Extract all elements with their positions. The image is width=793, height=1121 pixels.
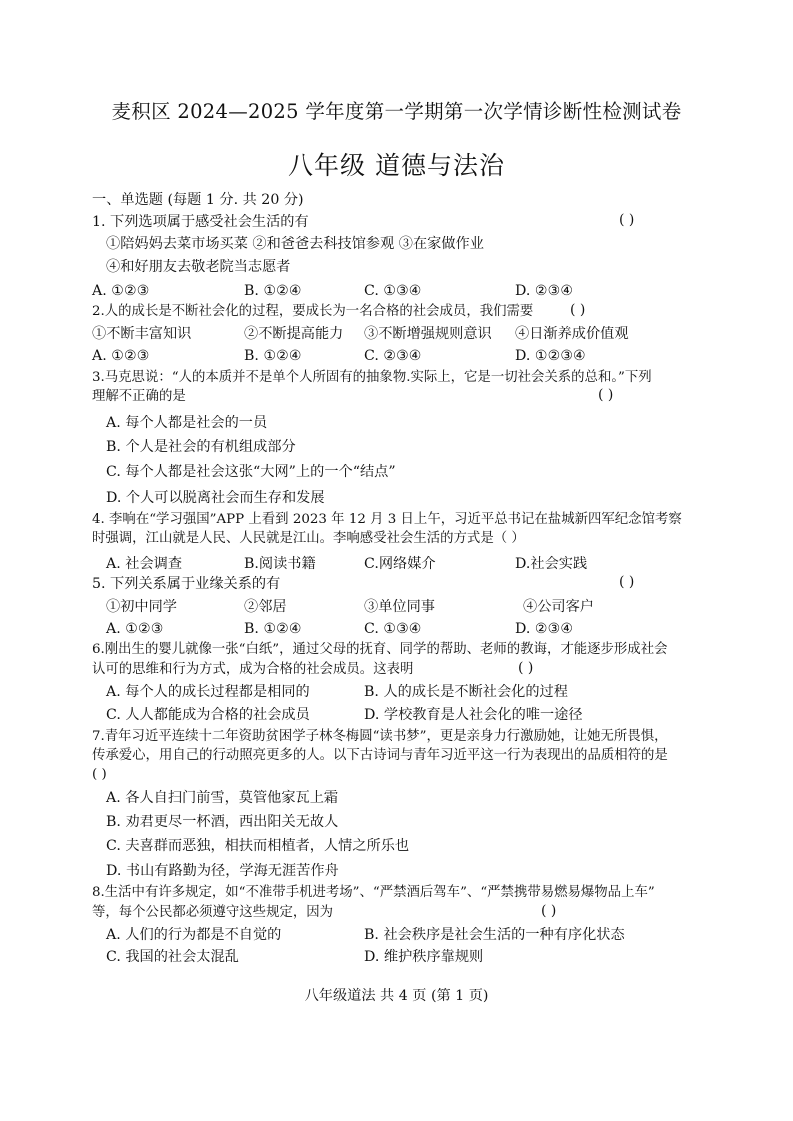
q2-option-c: C. ②③④ xyxy=(364,348,422,364)
q6-option-c: C. 人人都能成为合格的社会成员 xyxy=(106,707,310,723)
q3-stem-line2: 理解不正确的是 xyxy=(92,389,186,404)
q1-answer-paren: ( ) xyxy=(619,212,635,228)
q8-stem-line1: 8.生活中有许多规定，如“不准带手机进考场”、“严禁酒后驾车”、“严禁携带易燃易爆物品上车” xyxy=(92,885,655,900)
q5-option-b: B. ①②④ xyxy=(244,621,302,637)
q7-option-d: D. 书山有路勤为径，学海无涯苦作舟 xyxy=(106,863,339,879)
q6-option-b: B. 人的成长是不断社会化的过程 xyxy=(364,684,568,700)
q7-option-c: C. 夫喜群而恶独，相扶而相植者，人情之所乐也 xyxy=(106,838,410,854)
q3-stem-line1: 3.马克思说：“人的本质并不是单个人所固有的抽象物.实际上，它是一切社会关系的总和。”下列 xyxy=(92,370,652,385)
q8-option-b: B. 社会秩序是社会生活的一种有序化状态 xyxy=(364,927,625,943)
q5-stem: 5. 下列关系属于业缘关系的有 xyxy=(92,576,281,592)
q5-item-4: ④公司客户 xyxy=(523,599,594,615)
q1-option-d: D. ②③④ xyxy=(515,283,574,299)
q6-option-d: D. 学校教育是人社会化的唯一途径 xyxy=(364,707,583,723)
q6-stem-line1: 6.刚出生的婴儿就像一张“白纸”，通过父母的抚育、同学的帮助、老师的教诲，才能逐步形成社会 xyxy=(92,642,668,657)
q1-option-b: B. ①②④ xyxy=(244,283,302,299)
section-heading: 一、单选题 (每题 1 分. 共 20 分) xyxy=(92,192,304,208)
q1-items-line1: ①陪妈妈去菜市场买菜 ②和爸爸去科技馆参观 ③在家做作业 xyxy=(106,236,484,252)
q2-stem: 2.人的成长是不断社会化的过程，要成长为一名合格的社会成员，我们需要 xyxy=(92,304,534,319)
q7-answer-paren: ( ) xyxy=(92,767,107,782)
q2-item-1: ①不断丰富知识 xyxy=(92,326,192,342)
exam-subtitle: 八年级 道德与法治 xyxy=(288,151,505,180)
q5-option-d: D. ②③④ xyxy=(515,621,574,637)
q4-option-b: B.阅读书籍 xyxy=(244,556,316,572)
q1-stem: 1. 下列选项属于感受社会生活的有 xyxy=(92,214,309,230)
q3-answer-paren: ( ) xyxy=(598,387,614,403)
q5-item-3: ③单位同事 xyxy=(364,599,435,615)
q5-item-2: ②邻居 xyxy=(244,599,287,615)
q2-item-4: ④日渐养成价值观 xyxy=(515,326,629,342)
q2-item-3: ③不断增强规则意识 xyxy=(364,326,492,342)
q1-option-c: C. ①③④ xyxy=(364,283,422,299)
q3-option-a: A. 每个人都是社会的一员 xyxy=(106,415,268,431)
q6-answer-paren: ( ) xyxy=(518,660,534,676)
q4-option-d: D.社会实践 xyxy=(515,556,588,572)
q3-option-b: B. 个人是社会的有机组成部分 xyxy=(106,439,296,455)
page-footer: 八年级道法 共 4 页 (第 1 页) xyxy=(304,988,489,1004)
q4-stem-line2: 时强调，江山就是人民、人民就是江山。李响感受社会生活的方式是（ ） xyxy=(92,531,525,546)
q8-option-d: D. 维护秩序靠规则 xyxy=(364,949,484,965)
q5-option-c: C. ①③④ xyxy=(364,621,422,637)
q7-option-b: B. 劝君更尽一杯酒，西出阳关无故人 xyxy=(106,814,339,830)
q7-option-a: A. 各人自扫门前雪，莫管他家瓦上霜 xyxy=(106,790,339,806)
q1-items-line2: ④和好朋友去敬老院当志愿者 xyxy=(106,259,291,275)
exam-title: 麦积区 2024—2025 学年度第一学期第一次学情诊断性检测试卷 xyxy=(111,100,682,123)
q5-answer-paren: ( ) xyxy=(619,574,635,590)
q3-option-c: C. 每个人都是社会这张“大网”上的一个“结点” xyxy=(106,464,396,480)
q4-option-a: A. 社会调查 xyxy=(106,556,183,572)
q3-option-d: D. 个人可以脱离社会而生存和发展 xyxy=(106,490,325,506)
q5-item-1: ①初中同学 xyxy=(106,599,177,615)
q1-option-a: A. ①②③ xyxy=(92,283,150,299)
q2-answer-paren: ( ) xyxy=(570,302,586,318)
q7-stem-line1: 7.青年习近平连续十二年资助贫困学子林冬梅圆“读书梦”，更是亲身力行激励她，让她无所畏惧， xyxy=(92,729,668,744)
q8-option-a: A. 人们的行为都是不自觉的 xyxy=(106,927,282,943)
q8-answer-paren: ( ) xyxy=(541,903,557,919)
q2-option-a: A. ①②③ xyxy=(92,348,150,364)
q6-option-a: A. 每个人的成长过程都是相同的 xyxy=(106,684,310,700)
q6-stem-line2: 认可的思维和行为方式，成为合格的社会成员。这表明 xyxy=(92,662,414,677)
q8-stem-line2: 等，每个公民都必须遵守这些规定，因为 xyxy=(92,905,334,920)
q8-option-c: C. 我国的社会太混乱 xyxy=(106,949,239,965)
q5-option-a: A. ①②③ xyxy=(106,621,164,637)
q7-stem-line2: 传承爱心，用自己的行动照亮更多的人。以下古诗词与青年习近平这一行为表现出的品质相符的是 xyxy=(92,748,668,763)
q2-item-2: ②不断提高能力 xyxy=(244,326,344,342)
q2-option-d: D. ①②③④ xyxy=(515,348,586,364)
q4-stem-line1: 4. 李响在“学习强国”APP 上看到 2023 年 12 月 3 日上午，习近平总书记在盐城新四军纪念馆考察 xyxy=(92,512,682,527)
q4-option-c: C.网络媒介 xyxy=(364,556,436,572)
q2-option-b: B. ①②④ xyxy=(244,348,302,364)
